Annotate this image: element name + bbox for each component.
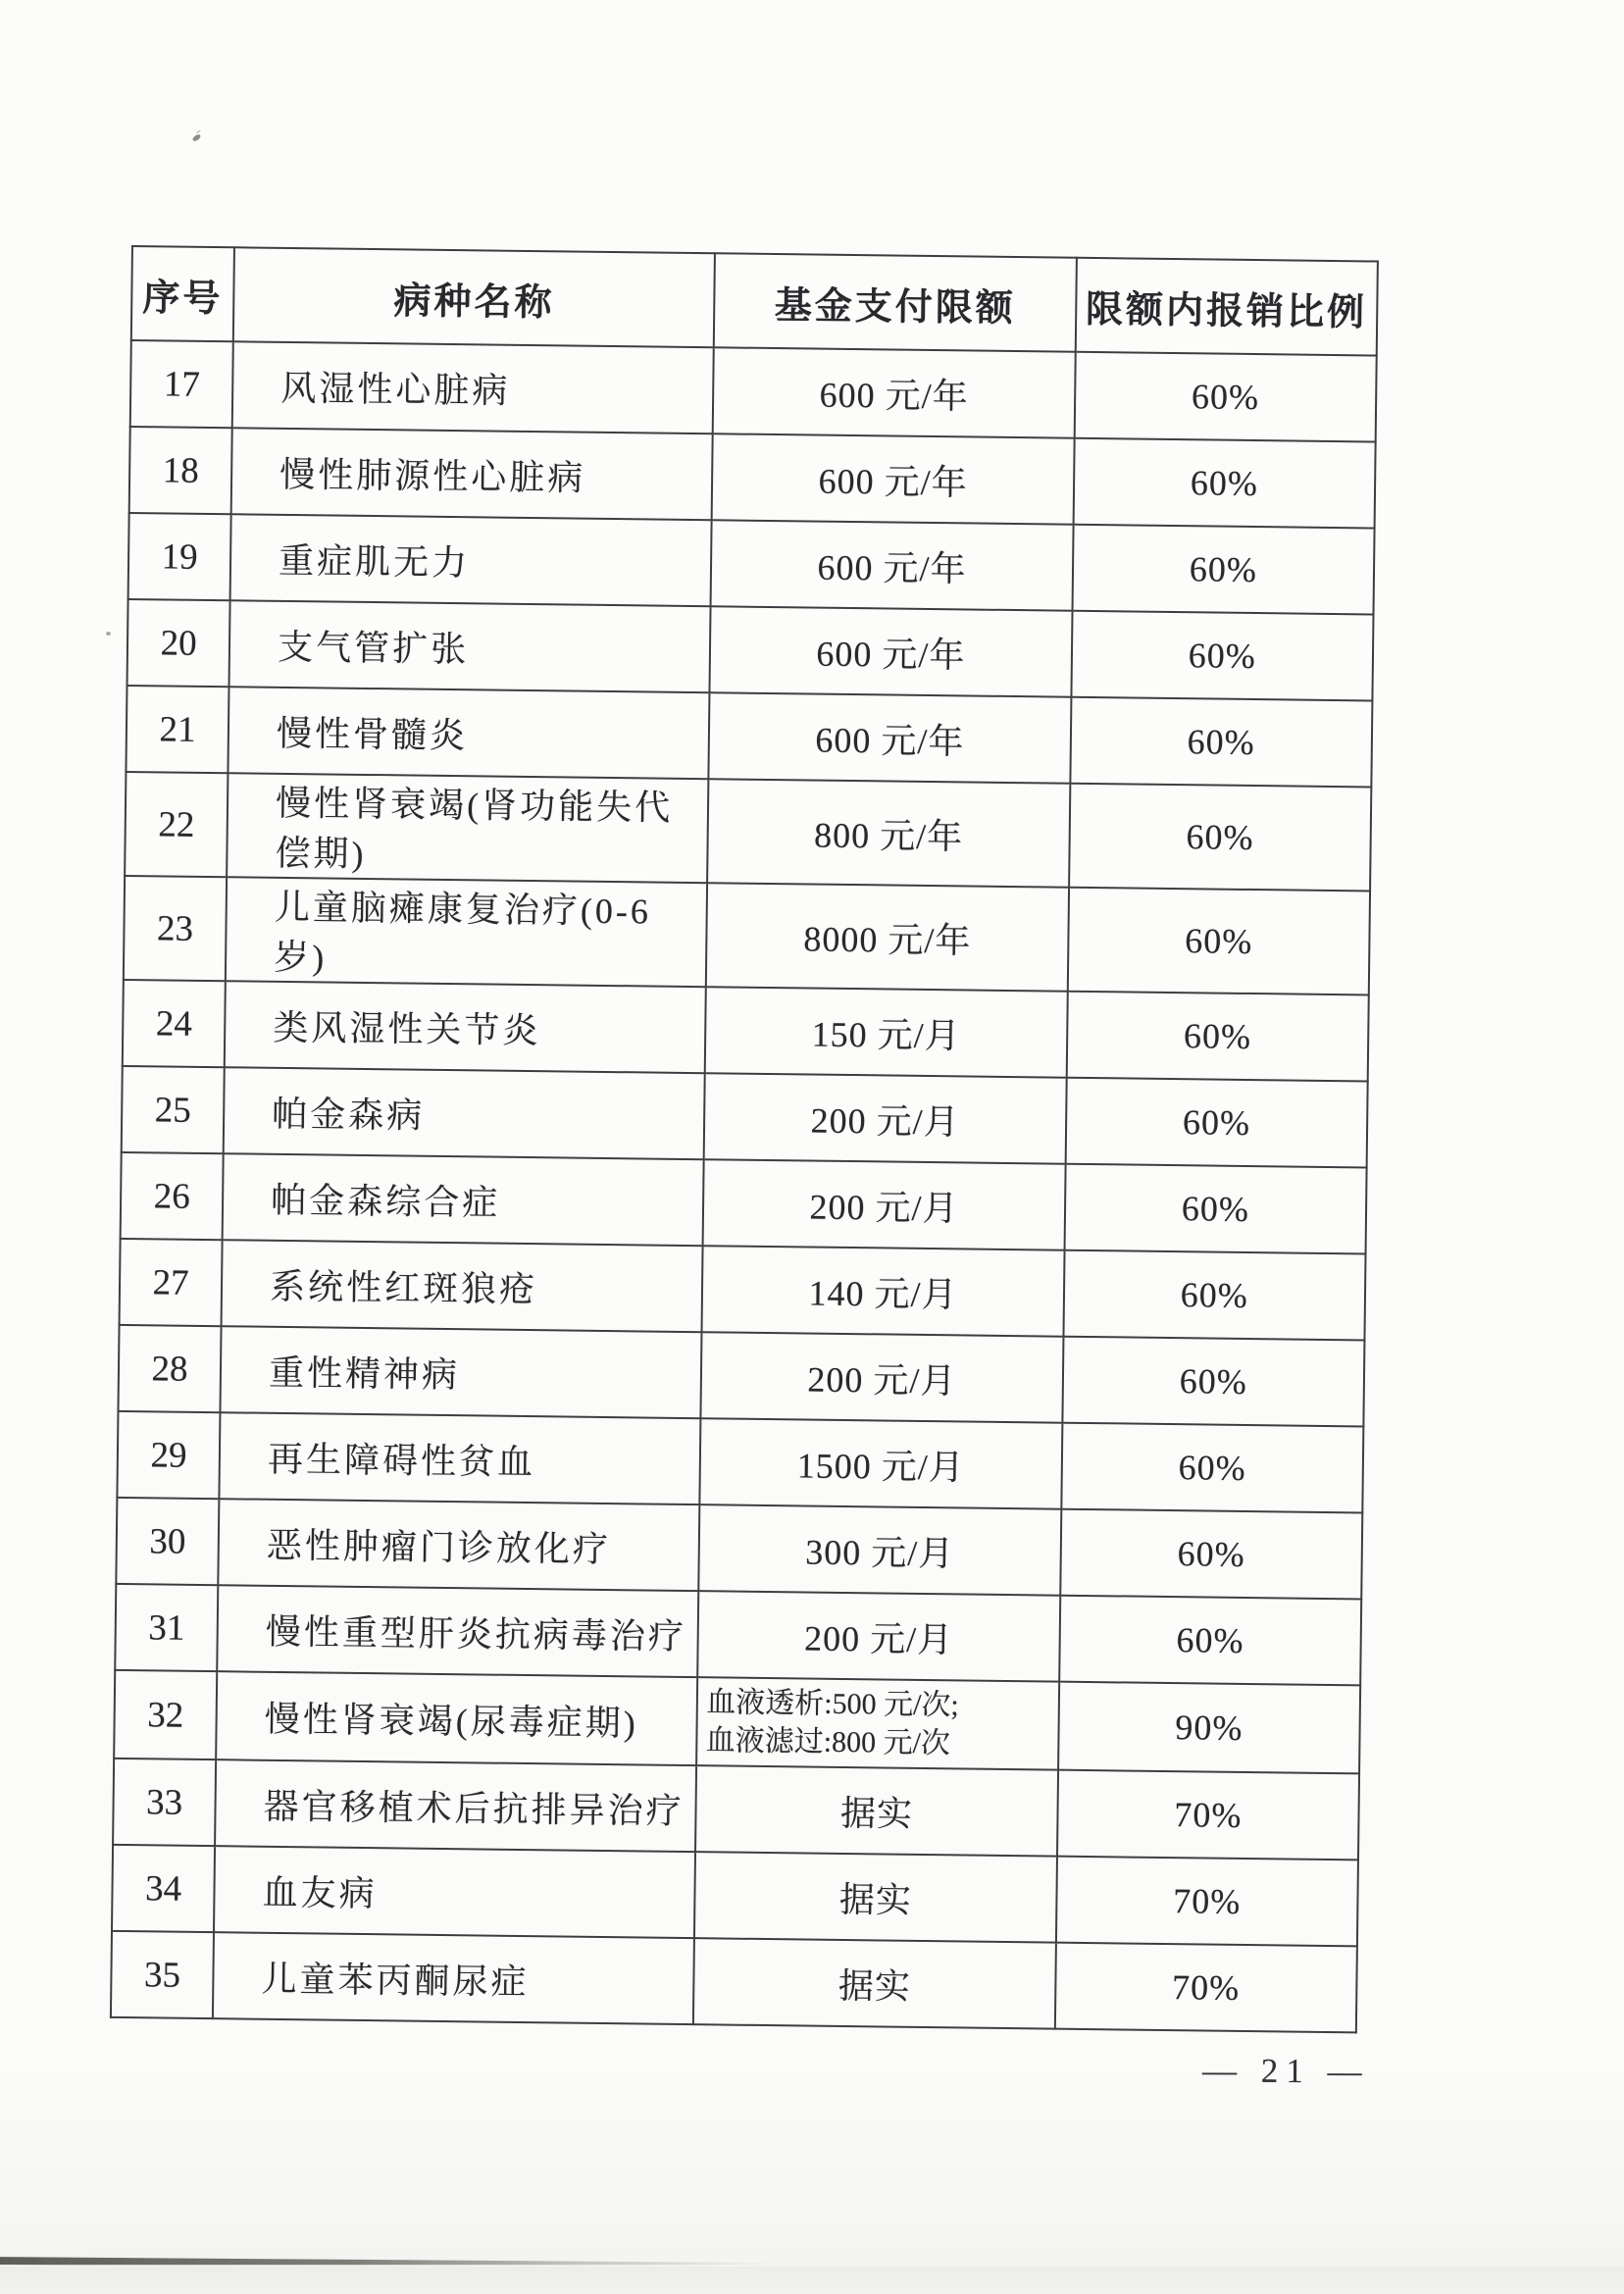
cell-fund-limit: 600 元/年: [709, 692, 1071, 783]
cell-index: 32: [114, 1670, 217, 1759]
cell-reimburse-ratio: 70%: [1054, 1943, 1356, 2033]
table-row: [111, 1931, 1357, 2033]
cell-fund-limit: 据实: [693, 1938, 1055, 2028]
cell-disease-name: 帕金森病: [224, 1067, 705, 1159]
cell-fund-limit: 600 元/年: [712, 433, 1074, 524]
cell-disease-name: 儿童脑瘫康复治疗(0-6 岁): [226, 877, 707, 987]
limit-line: 血液透析:500 元/次;: [706, 1686, 959, 1722]
cell-index: 33: [113, 1759, 216, 1846]
cell-index: 20: [127, 599, 230, 687]
table-row: [114, 1670, 1360, 1774]
cell-disease-name: 支气管扩张: [229, 600, 711, 692]
table-row: [118, 1325, 1364, 1427]
cell-disease-name: 血友病: [214, 1846, 695, 1938]
cell-reimburse-ratio: 60%: [1071, 611, 1373, 701]
cell-index: 34: [112, 1845, 215, 1932]
col-header-disease-name: 病种名称: [233, 247, 715, 347]
cell-reimburse-ratio: 60%: [1060, 1509, 1362, 1600]
col-header-reimburse-ratio: 限额内报销比例: [1075, 258, 1378, 356]
cell-reimburse-ratio: 60%: [1066, 992, 1368, 1082]
table-row: [122, 1066, 1368, 1168]
cell-index: 35: [111, 1931, 214, 2018]
table-row: [125, 772, 1371, 892]
cell-index: 24: [123, 980, 226, 1067]
table-row: [129, 427, 1376, 529]
col-header-index: 序号: [131, 246, 234, 341]
cell-disease-name: 儿童苯丙酮尿症: [213, 1932, 694, 2024]
cell-reimburse-ratio: 60%: [1062, 1337, 1364, 1427]
cell-index: 28: [118, 1325, 221, 1412]
cell-fund-limit: 600 元/年: [710, 606, 1072, 696]
table-row: [123, 980, 1369, 1082]
cell-reimburse-ratio: 60%: [1074, 352, 1376, 442]
cell-fund-limit: 200 元/月: [704, 1073, 1066, 1163]
cell-index: 27: [120, 1239, 223, 1326]
cell-fund-limit: 8000 元/年: [706, 883, 1069, 991]
table-header-row: [131, 246, 1378, 356]
cell-reimburse-ratio: 70%: [1056, 1857, 1358, 1947]
table-row: [121, 1152, 1367, 1254]
cell-index: 30: [116, 1498, 219, 1585]
scan-speck: [191, 133, 201, 142]
table-row: [120, 1239, 1366, 1341]
cell-disease-name: 慢性骨髓炎: [228, 687, 710, 779]
table-row: [128, 513, 1375, 615]
cell-disease-name: 慢性肾衰竭(尿毒症期): [216, 1671, 697, 1765]
cell-disease-name: 器官移植术后抗排异治疗: [215, 1759, 696, 1852]
cell-reimburse-ratio: 60%: [1070, 697, 1372, 788]
cell-index: 29: [117, 1411, 220, 1499]
cell-disease-name: 恶性肿瘤门诊放化疗: [218, 1499, 699, 1591]
cell-disease-name: 风湿性心脏病: [232, 341, 714, 433]
table-row: [130, 340, 1377, 442]
table-row: [124, 876, 1370, 995]
cell-reimburse-ratio: 70%: [1057, 1770, 1359, 1861]
table-row: [112, 1845, 1358, 1947]
scan-bottom-shading: [0, 2267, 1624, 2294]
cell-reimburse-ratio: 60%: [1061, 1423, 1363, 1513]
cell-reimburse-ratio: 60%: [1072, 525, 1374, 615]
cell-disease-name: 慢性肾衰竭(肾功能失代偿期): [227, 773, 708, 883]
cell-reimburse-ratio: 60%: [1073, 438, 1375, 529]
table-row: [115, 1584, 1361, 1686]
cell-index: 31: [115, 1584, 218, 1671]
table-row: [113, 1759, 1359, 1861]
cell-fund-limit: 据实: [695, 1765, 1057, 1856]
cell-fund-limit: 1500 元/月: [700, 1418, 1062, 1508]
cell-reimburse-ratio: 60%: [1064, 1164, 1366, 1254]
table-row: [127, 599, 1374, 701]
scan-speck: [106, 632, 111, 636]
cell-disease-name: 重症肌无力: [230, 514, 712, 606]
cell-disease-name: 帕金森综合症: [223, 1153, 704, 1246]
cell-disease-name: 重性精神病: [221, 1326, 702, 1418]
cell-fund-limit: 200 元/月: [698, 1591, 1060, 1681]
cell-fund-limit: 据实: [694, 1852, 1056, 1942]
cell-fund-limit: 300 元/月: [699, 1504, 1061, 1595]
table-row: [116, 1498, 1362, 1600]
cell-reimburse-ratio: 60%: [1059, 1596, 1361, 1686]
table: [110, 245, 1379, 2033]
page-number: — 21 —: [1201, 2051, 1370, 2091]
cell-disease-name: 系统性红斑狼疮: [222, 1240, 703, 1332]
cell-reimburse-ratio: 60%: [1063, 1250, 1365, 1341]
cell-fund-limit: 600 元/年: [713, 347, 1075, 437]
cell-reimburse-ratio: 60%: [1067, 888, 1370, 995]
table-row: [117, 1411, 1363, 1513]
cell-index: 18: [129, 427, 232, 514]
cell-reimburse-ratio: 60%: [1065, 1078, 1367, 1168]
limit-line: 血液滤过:800 元/次: [705, 1724, 951, 1760]
cell-fund-limit: 140 元/月: [702, 1246, 1064, 1336]
col-header-fund-limit: 基金支付限额: [714, 253, 1076, 351]
cell-index: 26: [121, 1152, 224, 1240]
cell-reimburse-ratio: 90%: [1058, 1682, 1360, 1774]
cell-index: 21: [126, 686, 228, 773]
cell-fund-limit: 200 元/月: [701, 1332, 1063, 1422]
cell-fund-limit: 200 元/月: [703, 1159, 1065, 1249]
cell-index: 25: [122, 1066, 225, 1153]
cell-fund-limit: 600 元/年: [711, 520, 1073, 610]
cell-disease-name: 慢性肺源性心脏病: [231, 428, 713, 520]
cell-fund-limit: 800 元/年: [707, 779, 1070, 887]
cell-disease-name: 慢性重型肝炎抗病毒治疗: [217, 1585, 698, 1677]
cell-disease-name: 类风湿性关节炎: [225, 981, 706, 1073]
cell-fund-limit: 150 元/月: [705, 987, 1067, 1077]
cell-disease-name: 再生障碍性贫血: [220, 1412, 701, 1504]
cell-fund-limit: [696, 1677, 1058, 1769]
disease-reimbursement-table: [110, 245, 1379, 2033]
cell-index: 23: [124, 876, 227, 981]
cell-reimburse-ratio: 60%: [1069, 784, 1372, 892]
cell-index: 19: [128, 513, 231, 600]
cell-index: 17: [130, 340, 233, 428]
cell-index: 22: [125, 772, 228, 877]
table-row: [126, 686, 1372, 788]
